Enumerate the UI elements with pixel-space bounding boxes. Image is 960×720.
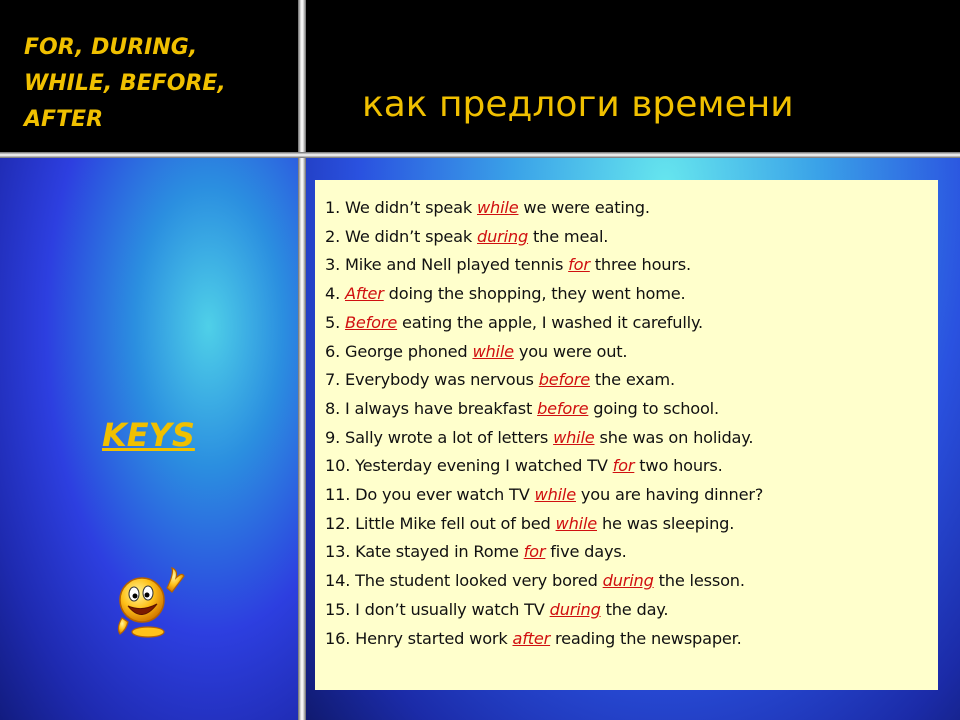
- sentence-number: 11.: [325, 485, 351, 505]
- sentence-number: 15.: [325, 599, 351, 619]
- answer-word: during: [602, 571, 654, 591]
- sentence-text-after: the exam.: [589, 370, 675, 390]
- answer-sentence: [325, 481, 938, 510]
- sentence-text-before: Little Mike fell out of bed: [355, 513, 556, 533]
- answer-word: while: [534, 485, 576, 505]
- sentence-text-after: we were eating.: [518, 198, 650, 217]
- answer-word: before: [538, 370, 590, 390]
- sentence-text-after: you are having dinner?: [575, 485, 764, 505]
- answer-word: while: [477, 198, 519, 217]
- sentence-number: 8.: [325, 398, 341, 418]
- answer-sentence: [325, 366, 938, 395]
- sentence-text-after: eating the apple, I washed it carefully.: [397, 312, 703, 332]
- answer-sentence: [325, 194, 938, 223]
- sentence-number: 4.: [325, 284, 341, 304]
- top-right-panel: [306, 0, 960, 152]
- answer-sentence: [325, 338, 938, 367]
- sentence-text-before: Sally wrote a lot of letters: [345, 427, 554, 447]
- sentence-number: 6.: [325, 341, 341, 361]
- sentence-text-after: you were out.: [513, 341, 628, 361]
- answer-word: for: [568, 255, 590, 275]
- sentence-number: 1.: [325, 198, 341, 217]
- answer-word: Before: [345, 312, 398, 332]
- answer-word: for: [612, 456, 635, 476]
- sentence-text-before: Everybody was nervous: [345, 370, 539, 390]
- answer-word: while: [555, 513, 597, 533]
- sentence-text-after: the day.: [600, 599, 669, 619]
- sentence-number: 9.: [325, 427, 341, 447]
- sentence-text-before: Yesterday evening I watched TV: [355, 456, 613, 476]
- sentence-text-after: the meal.: [528, 226, 609, 246]
- answer-word: while: [553, 427, 595, 447]
- sentence-text-before: I don’t usually watch TV: [355, 599, 550, 619]
- sentence-text-after: the lesson.: [653, 571, 745, 591]
- topic-title: FOR, DURING, WHILE, BEFORE, AFTER: [24, 35, 226, 132]
- sentence-text-before: George phoned: [345, 341, 473, 361]
- sentence-number: 5.: [325, 312, 341, 332]
- top-left-panel: [0, 0, 298, 152]
- answer-sentence: [325, 567, 938, 596]
- answer-word: after: [512, 628, 551, 648]
- sentence-text-after: he was sleeping.: [597, 513, 735, 533]
- answer-word: during: [549, 599, 601, 619]
- sentence-number: 3.: [325, 255, 341, 275]
- subtitle: как предлоги времени: [362, 84, 794, 125]
- sentence-text-after: three hours.: [589, 255, 691, 275]
- answer-sentence: [325, 538, 938, 567]
- answer-sentence: [325, 223, 938, 252]
- answer-sentence: [325, 395, 938, 424]
- sentence-text-after: five days.: [545, 542, 627, 562]
- sentence-number: 13.: [325, 542, 351, 562]
- answer-word: while: [472, 341, 514, 361]
- sentence-text-after: reading the newspaper.: [550, 628, 742, 648]
- horizontal-divider: [0, 152, 960, 158]
- answer-sentence: [325, 510, 938, 539]
- vertical-divider: [298, 0, 306, 720]
- answer-word: for: [523, 542, 546, 562]
- sentence-text-before: We didn’t speak: [345, 198, 478, 217]
- sentence-text-before: I always have breakfast: [345, 398, 538, 418]
- sentence-text-before: The student looked very bored: [355, 571, 603, 591]
- answer-word: during: [477, 226, 529, 246]
- sentence-text-after: she was on holiday.: [594, 427, 754, 447]
- sentence-text-before: We didn’t speak: [345, 226, 478, 246]
- answer-sentence: [325, 424, 938, 453]
- keys-link[interactable]: KEYS: [102, 416, 195, 454]
- sentence-number: 10.: [325, 456, 351, 476]
- sentence-text-before: Do you ever watch TV: [355, 485, 535, 505]
- answer-sentence: [325, 452, 938, 481]
- sentence-number: 16.: [325, 628, 351, 648]
- sentence-text-before: Mike and Nell played tennis: [345, 255, 569, 275]
- left-blue-panel: [0, 158, 298, 720]
- sentence-number: 12.: [325, 513, 351, 533]
- answer-sentence: [325, 596, 938, 625]
- answer-word: After: [345, 284, 384, 304]
- sentence-number: 2.: [325, 226, 341, 246]
- sentence-text-after: two hours.: [634, 456, 723, 476]
- answer-sentence: [325, 309, 938, 338]
- sentence-number: 14.: [325, 571, 351, 591]
- answer-sentence: [325, 251, 938, 280]
- sentence-text-after: doing the shopping, they went home.: [383, 284, 686, 304]
- sentence-text-before: Kate stayed in Rome: [355, 542, 524, 562]
- answer-word: before: [537, 398, 589, 418]
- sentence-text-after: going to school.: [588, 398, 719, 418]
- answer-sentence: [325, 625, 938, 654]
- sentence-number: 7.: [325, 370, 341, 390]
- answer-sentence: [325, 280, 938, 309]
- sentence-text-before: Henry started work: [355, 628, 513, 648]
- waving-smiley-icon: [112, 566, 186, 642]
- answer-key-box: [315, 180, 938, 690]
